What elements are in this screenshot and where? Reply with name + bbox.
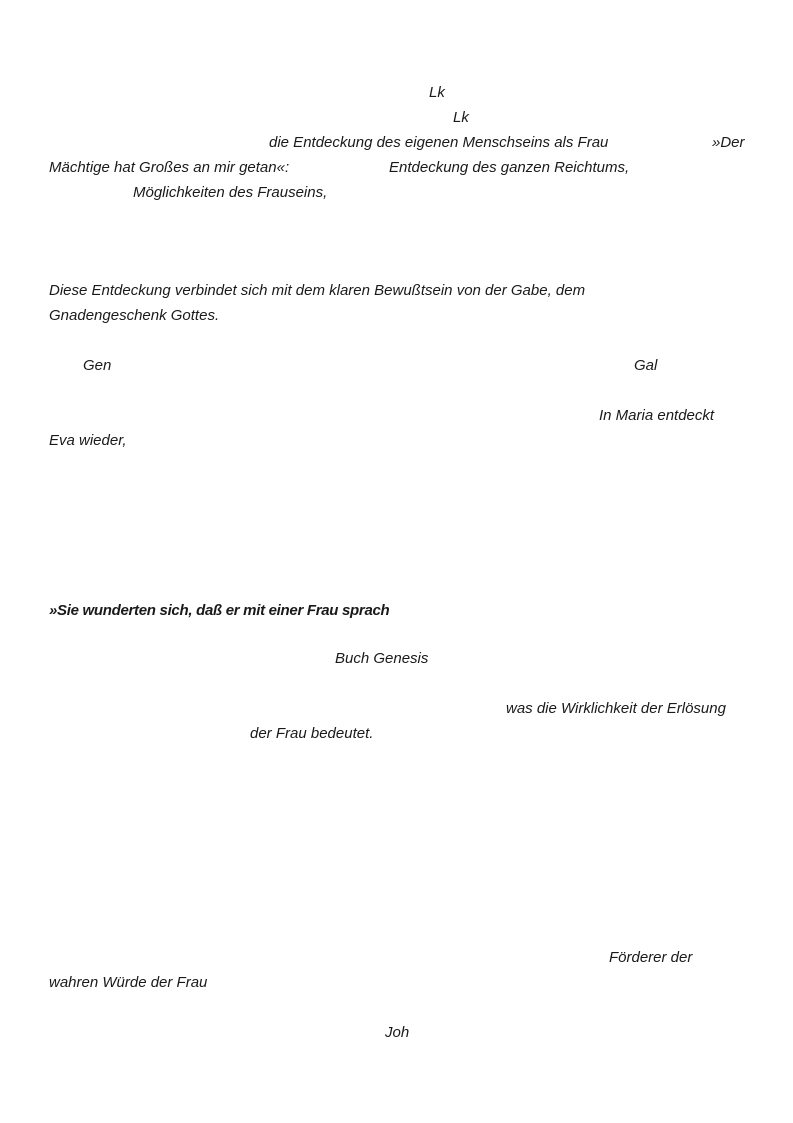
text-fragment-joh: Joh <box>385 1024 410 1041</box>
section-heading: »Sie wunderten sich, daß er mit einer Frau sprach <box>49 602 390 619</box>
text-fragment-discovery: die Entdeckung des eigenen Menschseins als Frau <box>269 134 609 151</box>
text-fragment-eva: Eva wieder, <box>49 432 127 449</box>
text-fragment-gen: Gen <box>83 357 112 374</box>
text-fragment-reichtum: Entdeckung des ganzen Reichtums, <box>389 159 630 176</box>
text-fragment-gal: Gal <box>634 357 658 374</box>
text-fragment-frau-bedeutet: der Frau bedeutet. <box>250 725 374 742</box>
text-fragment-lk-1: Lk <box>429 84 445 101</box>
text-fragment-foerderer: Förderer der <box>609 949 693 966</box>
text-fragment-lk-2: Lk <box>453 109 469 126</box>
text-fragment-diese-entdeckung: Diese Entdeckung verbindet sich mit dem klaren Bewußtsein von der Gabe, dem <box>49 282 586 299</box>
text-fragment-maechtige: Mächtige hat Großes an mir getan«: <box>49 159 290 176</box>
text-fragment-der: »Der <box>712 134 745 151</box>
text-fragment-in-maria: In Maria entdeckt <box>599 407 715 424</box>
text-fragment-erloesung: was die Wirklichkeit der Erlösung <box>506 700 726 717</box>
text-fragment-genesis: Buch Genesis <box>335 650 429 667</box>
text-fragment-moeglichkeiten: Möglichkeiten des Frauseins, <box>133 184 328 201</box>
text-fragment-wuerde: wahren Würde der Frau <box>49 974 208 991</box>
text-fragment-gnadengeschenk: Gnadengeschenk Gottes. <box>49 307 220 324</box>
